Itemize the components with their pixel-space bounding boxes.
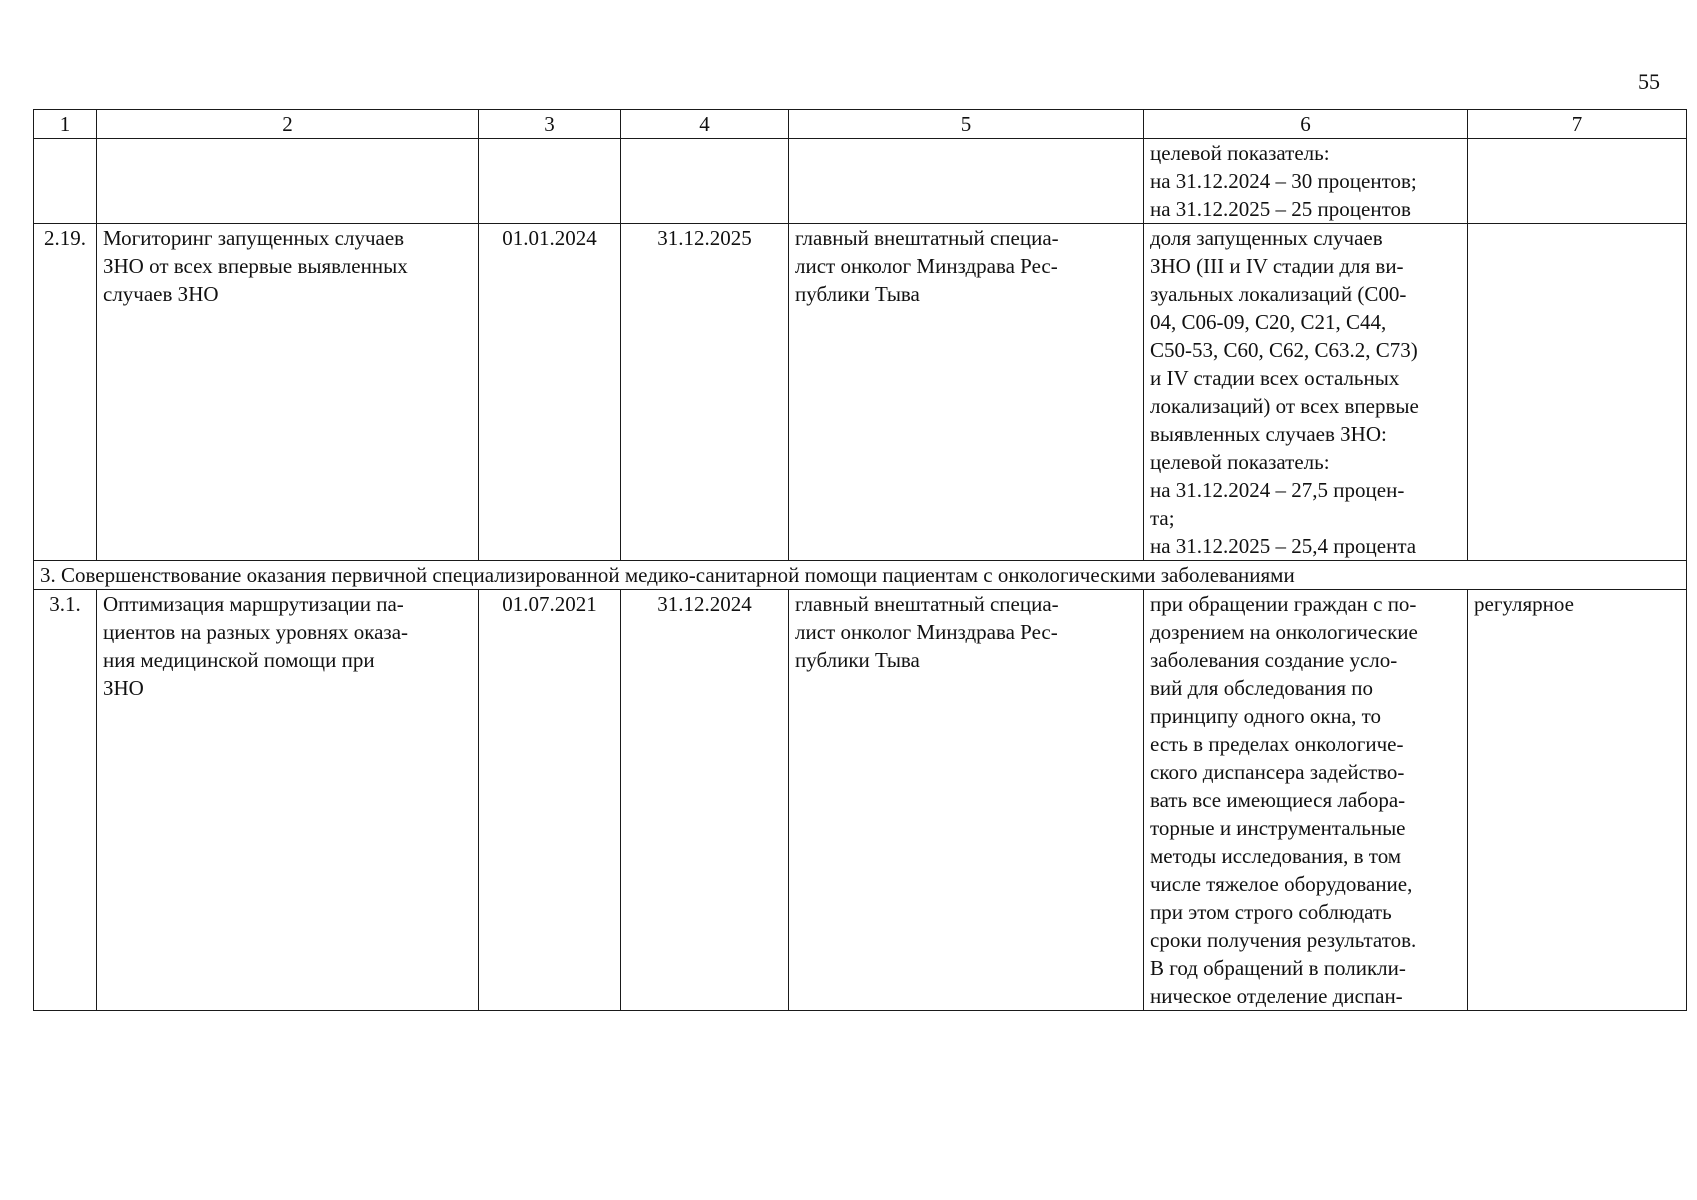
text-line: главный внештатный специа- (795, 592, 1059, 616)
cell-end: 31.12.2024 (621, 590, 789, 1011)
section-row (34, 561, 1687, 590)
text-line: зуальных локализаций (С00- (1150, 282, 1407, 306)
cell-start (479, 139, 621, 224)
text-line: целевой показатель: (1150, 450, 1330, 474)
cell-num: 3.1. (34, 590, 97, 1011)
cell-end (621, 139, 789, 224)
column-header: 3 (479, 110, 621, 139)
text-line: циентов на разных уровнях оказа- (103, 620, 409, 644)
header-row (34, 110, 1687, 139)
column-header: 7 (1468, 110, 1687, 139)
cell-name (97, 590, 479, 1011)
text-line: методы исследования, в том (1150, 844, 1402, 868)
text-line: заболевания создание усло- (1150, 648, 1398, 672)
text-line: вий для обследования по (1150, 676, 1374, 700)
text-line: публики Тыва (795, 282, 920, 306)
text-line: та; (1150, 506, 1175, 530)
text-line: В год обращений в поликли- (1150, 956, 1406, 980)
text-line: ния медицинской помощи при (103, 648, 375, 672)
column-header: 6 (1144, 110, 1468, 139)
cell-name (97, 224, 479, 561)
cell-periodicity (1468, 139, 1687, 224)
text-line: ского диспансера задейство- (1150, 760, 1405, 784)
cell-name (97, 139, 479, 224)
text-line: вать все имеющиеся лабора- (1150, 788, 1406, 812)
text-line: выявленных случаев ЗНО: (1150, 422, 1387, 446)
text-line: дозрением на онкологические (1150, 620, 1418, 644)
text-line: на 31.12.2025 – 25,4 процента (1150, 534, 1417, 558)
text-line: Могиторинг запущенных случаев (103, 226, 405, 250)
text-line: на 31.12.2025 – 25 процентов (1150, 197, 1411, 221)
text-line: Оптимизация маршрутизации па- (103, 592, 404, 616)
cell-responsible (789, 224, 1144, 561)
text-line: на 31.12.2024 – 30 процентов; (1150, 169, 1417, 193)
plan-table (33, 109, 1687, 1011)
text-line: лист онколог Минздрава Рес- (795, 254, 1058, 278)
cell-responsible (789, 139, 1144, 224)
cell-periodicity (1468, 224, 1687, 561)
text-line: и IV стадии всех остальных (1150, 366, 1400, 390)
text-line: при обращении граждан с по- (1150, 592, 1417, 616)
table-row (34, 590, 1687, 1011)
text-line: публики Тыва (795, 648, 920, 672)
cell-indicator (1144, 590, 1468, 1011)
text-line: при этом строго соблюдать (1150, 900, 1392, 924)
text-line: ЗНО (103, 676, 144, 700)
text-line: ЗНО (III и IV стадии для ви- (1150, 254, 1404, 278)
cell-start: 01.01.2024 (479, 224, 621, 561)
cell-start: 01.07.2021 (479, 590, 621, 1011)
column-header: 4 (621, 110, 789, 139)
text-line: лист онколог Минздрава Рес- (795, 620, 1058, 644)
table-row (34, 224, 1687, 561)
page-number: 55 (1638, 69, 1660, 94)
column-header: 5 (789, 110, 1144, 139)
text-line: числе тяжелое оборудование, (1150, 872, 1413, 896)
text-line: есть в пределах онкологиче- (1150, 732, 1404, 756)
text-line: ническое отделение диспан- (1150, 984, 1403, 1008)
text-line: на 31.12.2024 – 27,5 процен- (1150, 478, 1405, 502)
cell-indicator (1144, 139, 1468, 224)
column-header: 2 (97, 110, 479, 139)
table-row (34, 139, 1687, 224)
text-line: сроки получения результатов. (1150, 928, 1417, 952)
cell-end: 31.12.2025 (621, 224, 789, 561)
cell-periodicity: регулярное (1468, 590, 1687, 1011)
text-line: принципу одного окна, то (1150, 704, 1381, 728)
text-line: целевой показатель: (1150, 141, 1330, 165)
text-line: главный внештатный специа- (795, 226, 1059, 250)
cell-num (34, 139, 97, 224)
cell-num: 2.19. (34, 224, 97, 561)
text-line: ЗНО от всех впервые выявленных (103, 254, 408, 278)
text-line: доля запущенных случаев (1150, 226, 1383, 250)
text-line: С50-53, С60, С62, С63.2, С73) (1150, 338, 1418, 362)
cell-responsible (789, 590, 1144, 1011)
cell-indicator (1144, 224, 1468, 561)
text-line: локализаций) от всех впервые (1150, 394, 1419, 418)
column-header: 1 (34, 110, 97, 139)
text-line: случаев ЗНО (103, 282, 219, 306)
text-line: 04, С06-09, С20, С21, С44, (1150, 310, 1387, 334)
section-heading: 3. Совершенствование оказания первичной специализированной медико-санитарной помощи пациентам с онкологическими заболеваниями (34, 561, 1687, 590)
text-line: торные и инструментальные (1150, 816, 1406, 840)
